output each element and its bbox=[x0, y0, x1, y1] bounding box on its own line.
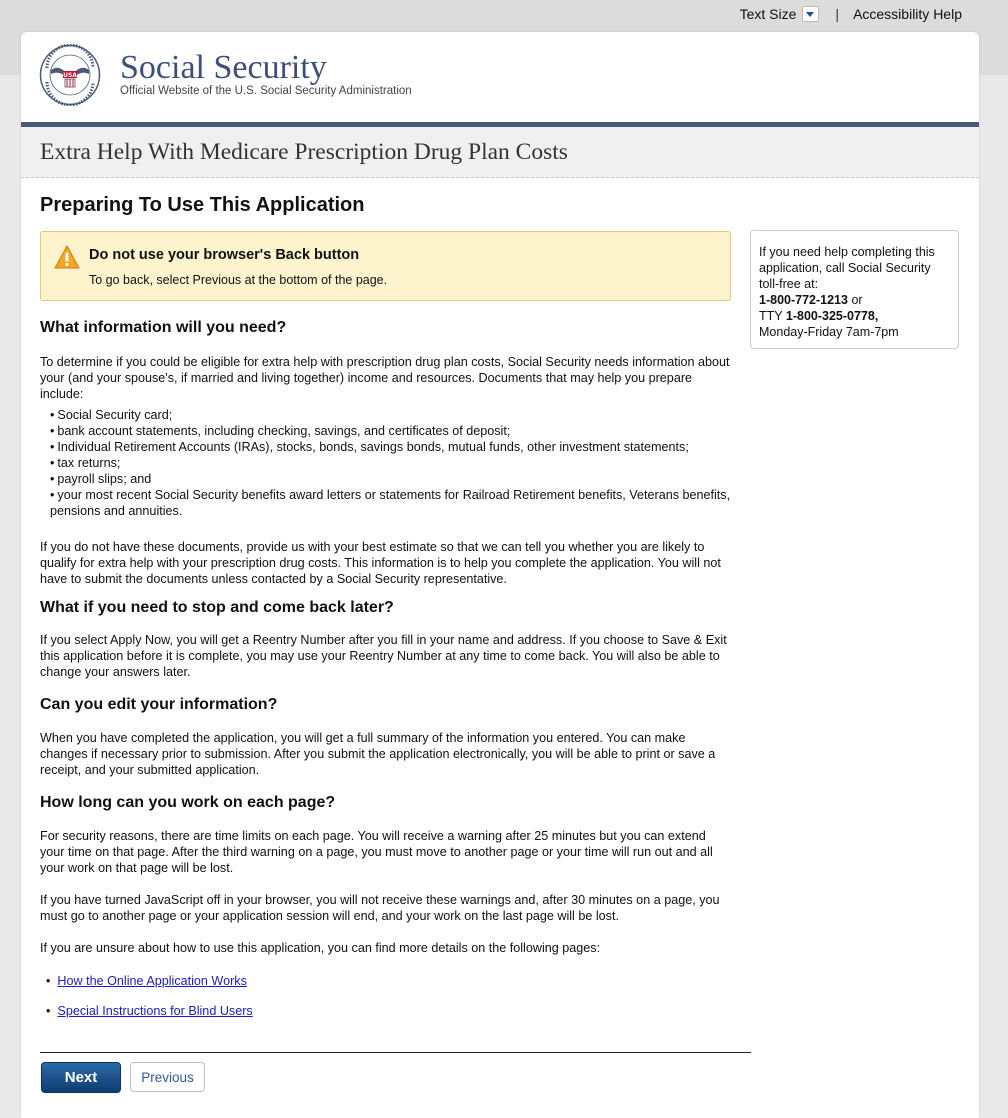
site-subtitle: Official Website of the U.S. Social Security Administration bbox=[120, 85, 412, 97]
help-text: If you need help completing this application, call Social Security toll-free at: bbox=[759, 245, 935, 291]
list-item: • Social Security card; bbox=[50, 408, 173, 422]
section-heading-stop-later: What if you need to stop and come back later? bbox=[40, 599, 394, 616]
warning-text: To go back, select Previous at the bottom of the page. bbox=[89, 273, 388, 287]
section-heading-info-needed: What information will you need? bbox=[40, 319, 287, 336]
warning-box bbox=[40, 231, 731, 301]
help-hours: Monday-Friday 7am-7pm bbox=[759, 325, 899, 339]
text-size-control[interactable] bbox=[740, 6, 820, 22]
tty-label: TTY bbox=[759, 309, 783, 323]
documents-list bbox=[40, 407, 731, 519]
accessibility-help-link[interactable]: Accessibility Help bbox=[853, 6, 962, 22]
site-header bbox=[21, 32, 979, 127]
page-title-band bbox=[21, 127, 979, 178]
link-how-online-application-works[interactable]: How the Online Application Works bbox=[57, 974, 247, 988]
help-or: or bbox=[851, 293, 863, 307]
info-needed-note: If you do not have these documents, provide us with your best estimate so that we can tell you whether you are likely to qualify for extra help with your prescription drug costs. This information is to help you complete the application. You will not have to submit the documents unless contacted by a Social Security representative. bbox=[40, 540, 721, 586]
footer-divider bbox=[40, 1052, 751, 1053]
time-limit-text-2: If you have turned JavaScript off in your browser, you will not receive these warnings and, after 30 minutes on a page, you must go to another page or your application session will end, and your work on the last page will be lost. bbox=[40, 893, 720, 923]
list-item: • bank account statements, including checking, savings, and certificates of deposit; bbox=[50, 424, 511, 438]
warning-title: Do not use your browser's Back button bbox=[89, 247, 360, 263]
page-container bbox=[21, 32, 979, 1118]
page-title: Extra Help With Medicare Prescription Drug Plan Costs bbox=[40, 138, 568, 165]
main-heading: Preparing To Use This Application bbox=[40, 194, 365, 216]
site-title[interactable]: Social Security bbox=[120, 49, 327, 86]
stop-later-text: If you select Apply Now, you will get a Reentry Number after you fill in your name and address. If you choose to Save & Exit this application before it is complete, you may use your Reentry Number at any time to come back. You will also be able to change your answers later. bbox=[40, 633, 727, 679]
link-blind-users-instructions[interactable]: Special Instructions for Blind Users bbox=[57, 1004, 253, 1018]
section-heading-time-limit: How long can you work on each page? bbox=[40, 794, 336, 811]
help-sidebar bbox=[750, 230, 959, 349]
previous-button[interactable]: Previous bbox=[130, 1062, 205, 1092]
main-content bbox=[40, 194, 731, 1018]
list-item: • tax returns; bbox=[50, 456, 121, 470]
list-item: • How the Online Application Works bbox=[46, 974, 247, 988]
svg-text:USA: USA bbox=[63, 72, 77, 79]
chevron-down-icon[interactable] bbox=[802, 6, 819, 22]
utility-bar bbox=[740, 6, 962, 22]
warning-icon bbox=[54, 244, 80, 270]
list-item: • Special Instructions for Blind Users bbox=[46, 1004, 253, 1018]
list-item: • Individual Retirement Accounts (IRAs), stocks, bonds, savings bonds, mutual funds, other investment statements; bbox=[50, 440, 689, 454]
info-needed-intro: To determine if you could be eligible for extra help with prescription drug plan costs, Social Security needs information about your (and your spouse's, if married and living together) income and resources. Documents that may help you prepare include: bbox=[40, 355, 730, 401]
edit-info-text: When you have completed the application, you will get a full summary of the information you entered. You can make changes if necessary prior to submission. After you submit the application electronically, you will be able to print or save a receipt, and your submitted application. bbox=[40, 731, 716, 777]
next-button[interactable]: Next bbox=[41, 1062, 121, 1093]
time-limit-text-3: If you are unsure about how to use this application, you can find more details on the following pages: bbox=[40, 941, 601, 955]
list-item: • payroll slips; and bbox=[50, 472, 152, 486]
time-limit-text-1: For security reasons, there are time limits on each page. You will receive a warning after 25 minutes but you can extend your time on that page. After the third warning on a page, you must move to another page or your time will run out and all your work on that page will be lost. bbox=[40, 829, 713, 875]
help-links bbox=[40, 974, 731, 1018]
list-item: • your most recent Social Security benefits award letters or statements for Railroad Retirement benefits, Veterans benefits, pensions and annuities. bbox=[50, 488, 731, 518]
utility-separator: | bbox=[835, 6, 840, 22]
section-heading-edit-info: Can you edit your information? bbox=[40, 696, 278, 713]
tty-phone: 1-800-325-0778, bbox=[785, 309, 879, 323]
help-phone: 1-800-772-1213 bbox=[759, 293, 848, 307]
text-size-label: Text Size bbox=[739, 6, 797, 22]
ssa-seal-icon[interactable] bbox=[39, 44, 101, 106]
